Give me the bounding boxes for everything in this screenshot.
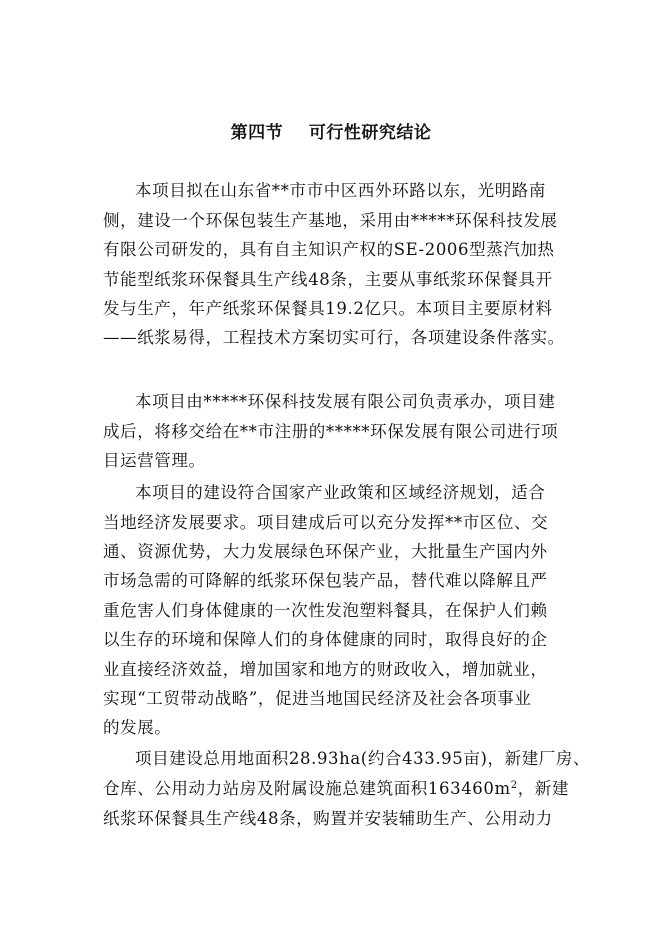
paragraph-line: 本项目拟在山东省**市市中区西外环路以东，光明路南	[135, 181, 546, 200]
paragraph-line: 以生存的环境和保障人们的身体健康的同时，取得良好的企	[103, 630, 548, 649]
paragraph-line: 成后，将移交给在**市注册的*****环保发展有限公司进行项	[103, 422, 559, 441]
paragraph-line: 项目建设总用地面积28.93ha(约合433.95亩)，新建厂房、	[135, 749, 591, 768]
section-heading: 第四节 可行性研究结论	[230, 123, 432, 143]
paragraph-line: 本项目由*****环保科技发展有限公司负责承办，项目建	[135, 392, 556, 411]
paragraph-line-tail: ，新建	[517, 779, 570, 798]
paragraph-line: 业直接经济效益，增加国家和地方的财政收入，增加就业，	[103, 660, 548, 679]
paragraph-line: 本项目的建设符合国家产业政策和区域经济规划，适合	[135, 483, 546, 502]
paragraph-line	[103, 779, 569, 799]
paragraph-line: 侧，建设一个环保包装生产基地，采用由*****环保科技发展	[103, 211, 558, 230]
paragraph-line: 节能型纸浆环保餐具生产线48条，主要从事纸浆环保餐具开	[103, 270, 553, 289]
paragraph-line: 目运营管理。	[103, 451, 206, 470]
paragraph-line: 市场急需的可降解的纸浆环保包装产品，替代难以降解且严	[103, 571, 548, 590]
area-unit-superscript: 2	[510, 780, 518, 791]
paragraph-line: 重危害人们身体健康的一次性发泡塑料餐具，在保护人们赖	[103, 601, 548, 620]
paragraph-line: 通、资源优势，大力发展绿色环保产业，大批量生产国内外	[103, 542, 548, 561]
paragraph-line: 发与生产，年产纸浆环保餐具19.2亿只。本项目主要原材料	[103, 299, 553, 318]
paragraph-line: 的发展。	[103, 718, 172, 737]
paragraph-line: 纸浆环保餐具生产线48条，购置并安装辅助生产、公用动力	[103, 809, 553, 828]
paragraph-line: ——纸浆易得，工程技术方案切实可行，各项建设条件落实。	[103, 328, 565, 347]
paragraph-line: 实现“工贸带动战略”，促进当地国民经济及社会各项事业	[103, 689, 532, 708]
paragraph-line-text: 仓库、公用动力站房及附属设施总建筑面积163460m	[103, 779, 511, 798]
paragraph-line: 有限公司研发的，具有自主知识产权的SE-2006型蒸汽加热	[103, 240, 555, 259]
paragraph-line: 当地经济发展要求。项目建成后可以充分发挥**市区位、交	[103, 513, 549, 532]
